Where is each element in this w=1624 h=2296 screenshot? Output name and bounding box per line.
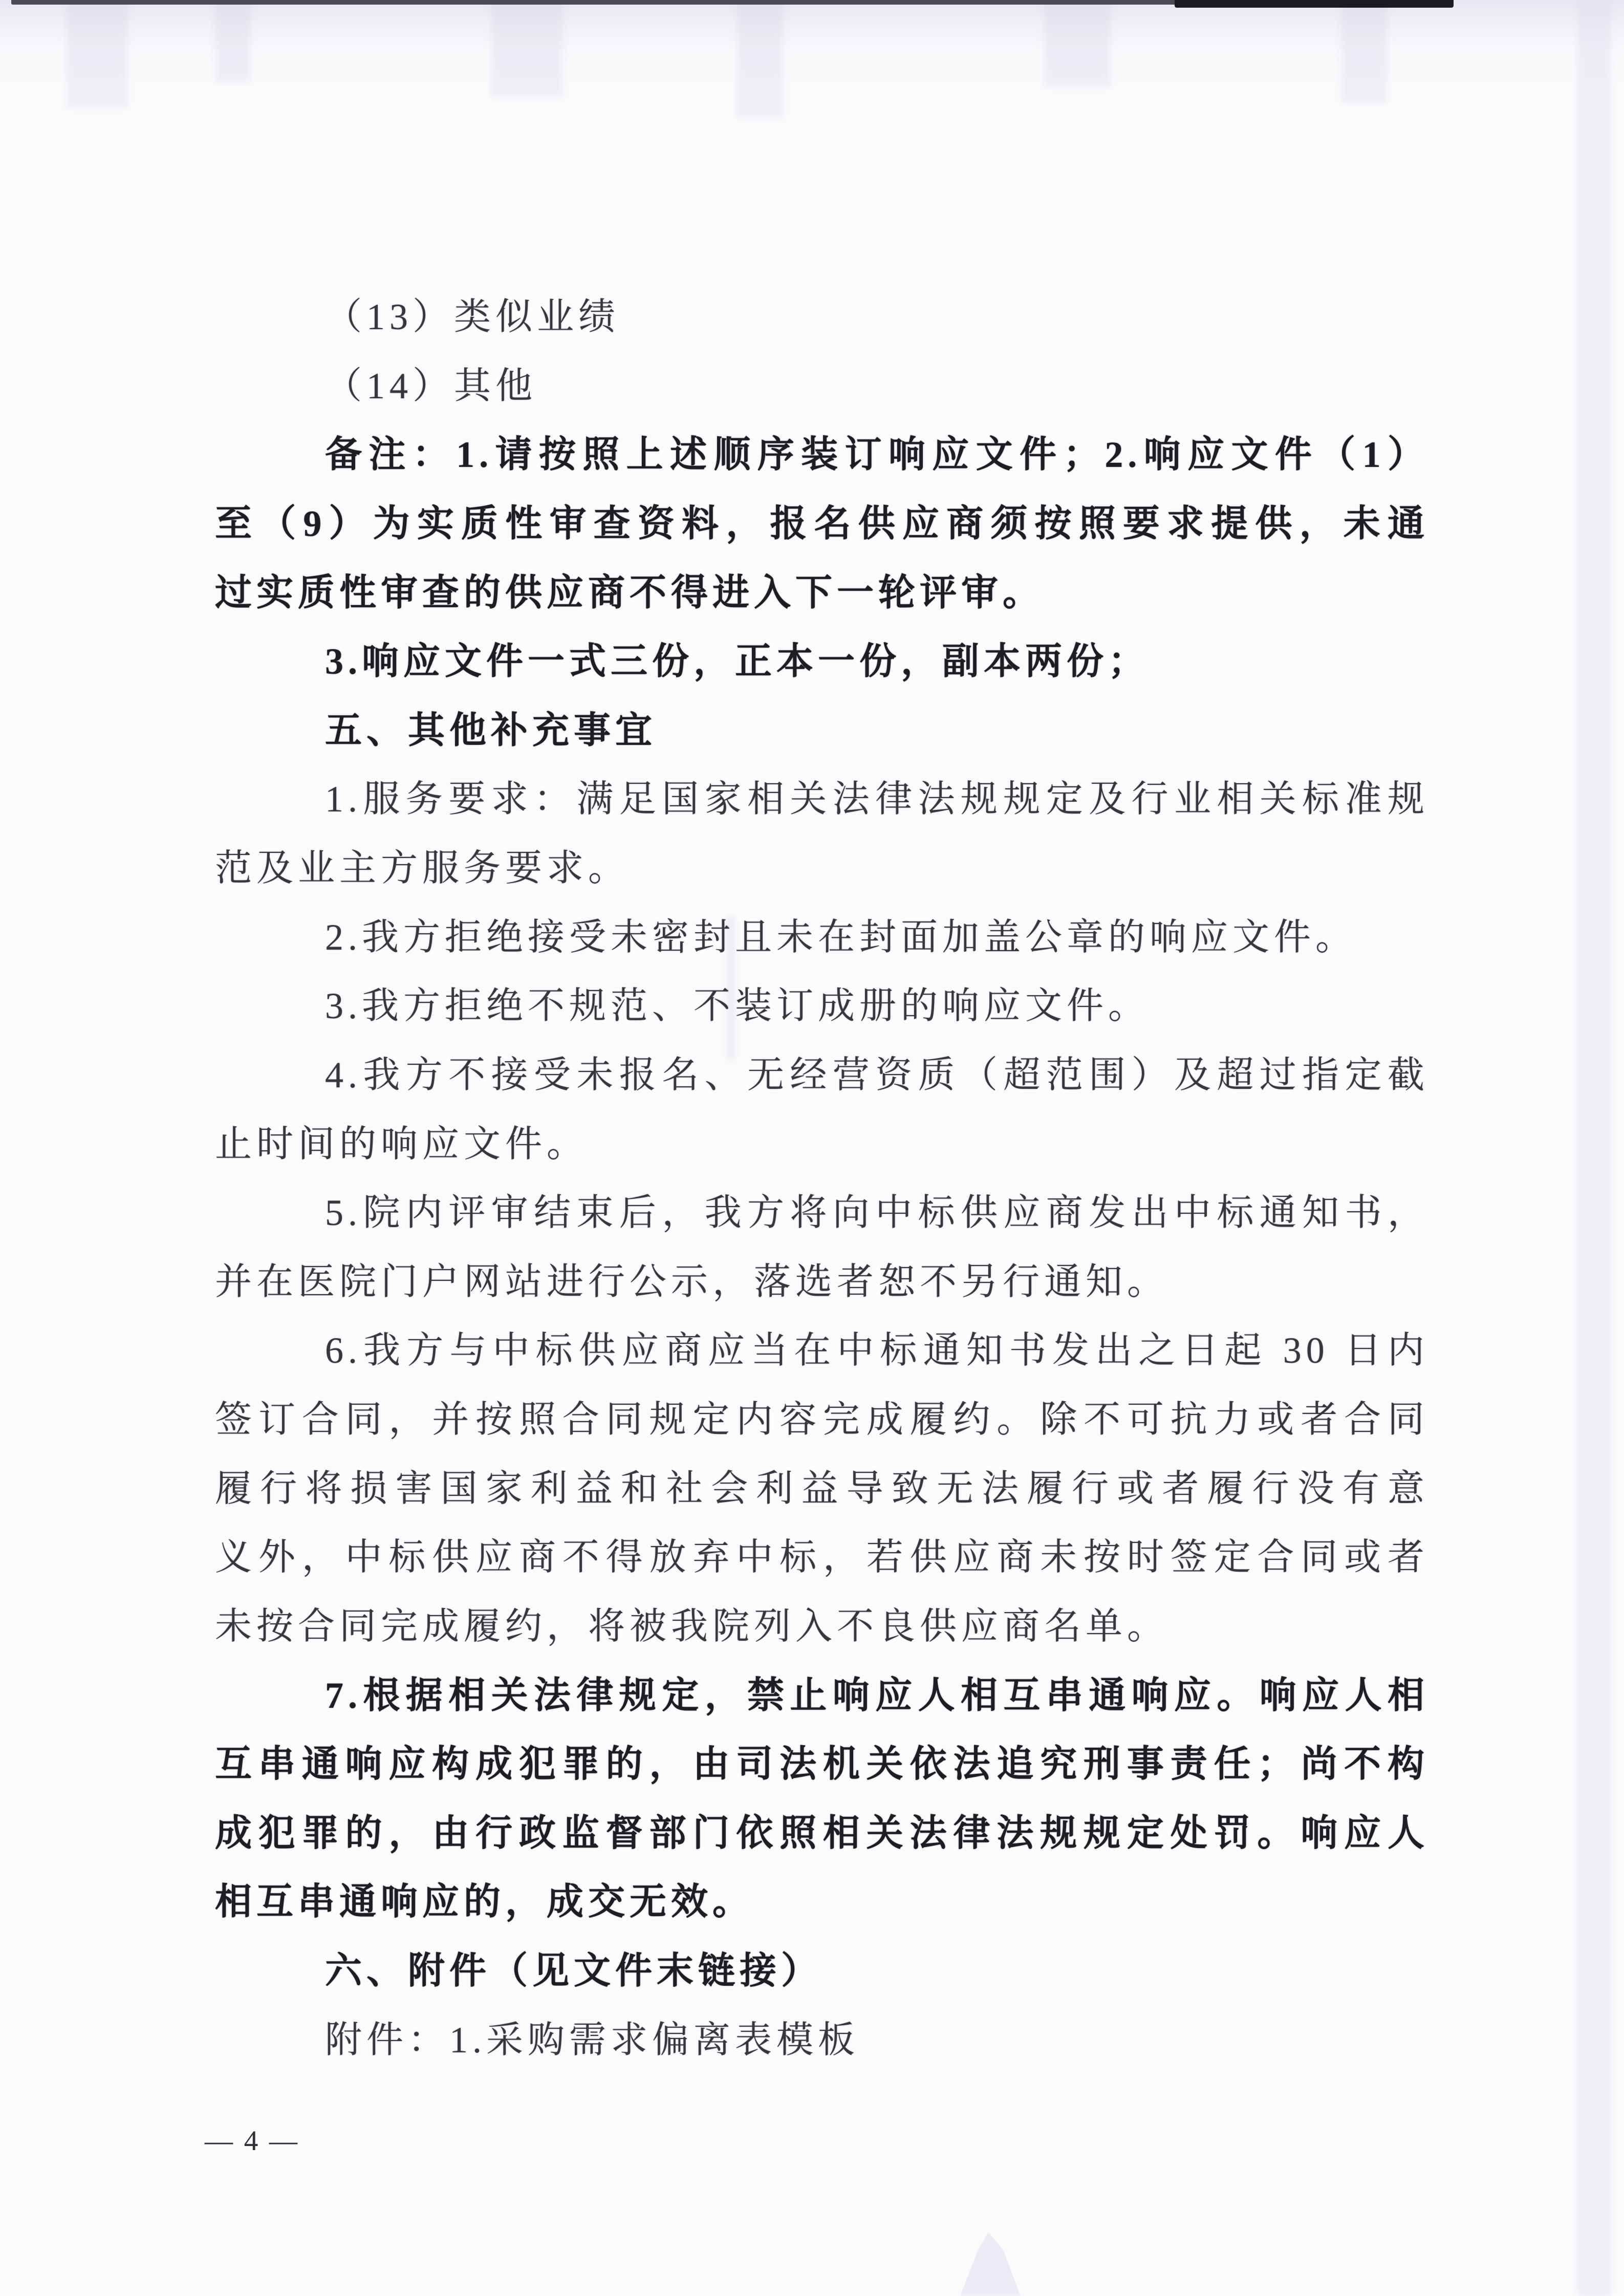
scan-artifact-streak: [67, 0, 128, 108]
text-line: 范及业主方服务要求。: [215, 848, 630, 889]
scan-artifact-streak: [491, 0, 563, 97]
text-line: 签订合同，并按照合同规定内容完成履约。除不可抗力或者合同: [215, 1399, 1429, 1440]
page-number: — 4 —: [205, 2125, 299, 2156]
text-line: 3.我方拒绝不规范、不装订成册的响应文件。: [325, 985, 1150, 1027]
text-line: 附件：1.采购需求偏离表模板: [325, 2019, 860, 2061]
text-line: 止时间的响应文件。: [215, 1123, 589, 1165]
scan-artifact-right-streak: [1577, 0, 1611, 2296]
scan-artifact-streak: [1341, 0, 1387, 102]
text-line: 6.我方与中标供应商应当在中标通知书发出之日起 30 日内: [325, 1330, 1429, 1371]
scan-artifact-streak: [1044, 0, 1111, 87]
text-line: 互串通响应构成犯罪的，由司法机关依法追究刑事责任；尚不构: [215, 1744, 1429, 1785]
text-line: 过实质性审查的供应商不得进入下一轮评审。: [215, 572, 1045, 613]
text-line: 备注：1.请按照上述顺序装订响应文件；2.响应文件（1）: [325, 434, 1429, 476]
text-line: 1.服务要求：满足国家相关法律法规规定及行业相关标准规: [325, 779, 1429, 820]
text-line: 履行将损害国家利益和社会利益导致无法履行或者履行没有意: [215, 1468, 1429, 1509]
text-line: 至（9）为实质性审查资料，报名供应商须按照要求提供，未通: [215, 503, 1429, 544]
scan-artifact-top-line-dark: [1175, 0, 1454, 8]
text-line: （14）其他: [325, 365, 537, 406]
text-line: 成犯罪的，由行政监督部门依照相关法律法规规定处罚。响应人: [215, 1812, 1429, 1854]
text-line: 未按合同完成履约，将被我院列入不良供应商名单。: [215, 1605, 1169, 1647]
text-line: 7.根据相关法律规定，禁止响应人相互串通响应。响应人相: [325, 1675, 1429, 1716]
section-heading: 五、其他补充事宜: [325, 710, 657, 751]
text-line: 并在医院门户网站进行公示，落选者恕不另行通知。: [215, 1261, 1169, 1302]
scan-artifact-streak: [215, 0, 251, 82]
text-line: 3.响应文件一式三份，正本一份，副本两份；: [325, 641, 1150, 682]
text-line: 5.院内评审结束后，我方将向中标供应商发出中标通知书，: [325, 1192, 1429, 1234]
text-line: 相互串通响应的，成交无效。: [215, 1881, 754, 1923]
document-body: [215, 283, 1429, 2074]
text-line: （13）类似业绩: [325, 296, 620, 337]
text-line: 4.我方不接受未报名、无经营资质（超范围）及超过指定截: [325, 1054, 1429, 1096]
text-line: 2.我方拒绝接受未密封且未在封面加盖公章的响应文件。: [325, 916, 1357, 958]
scan-artifact-bottom-smudge: [937, 2232, 1044, 2296]
scan-artifact-streak: [737, 0, 783, 118]
section-heading: 六、附件（见文件末链接）: [325, 1950, 823, 1991]
text-line: 义外，中标供应商不得放弃中标，若供应商未按时签定合同或者: [215, 1537, 1429, 1578]
